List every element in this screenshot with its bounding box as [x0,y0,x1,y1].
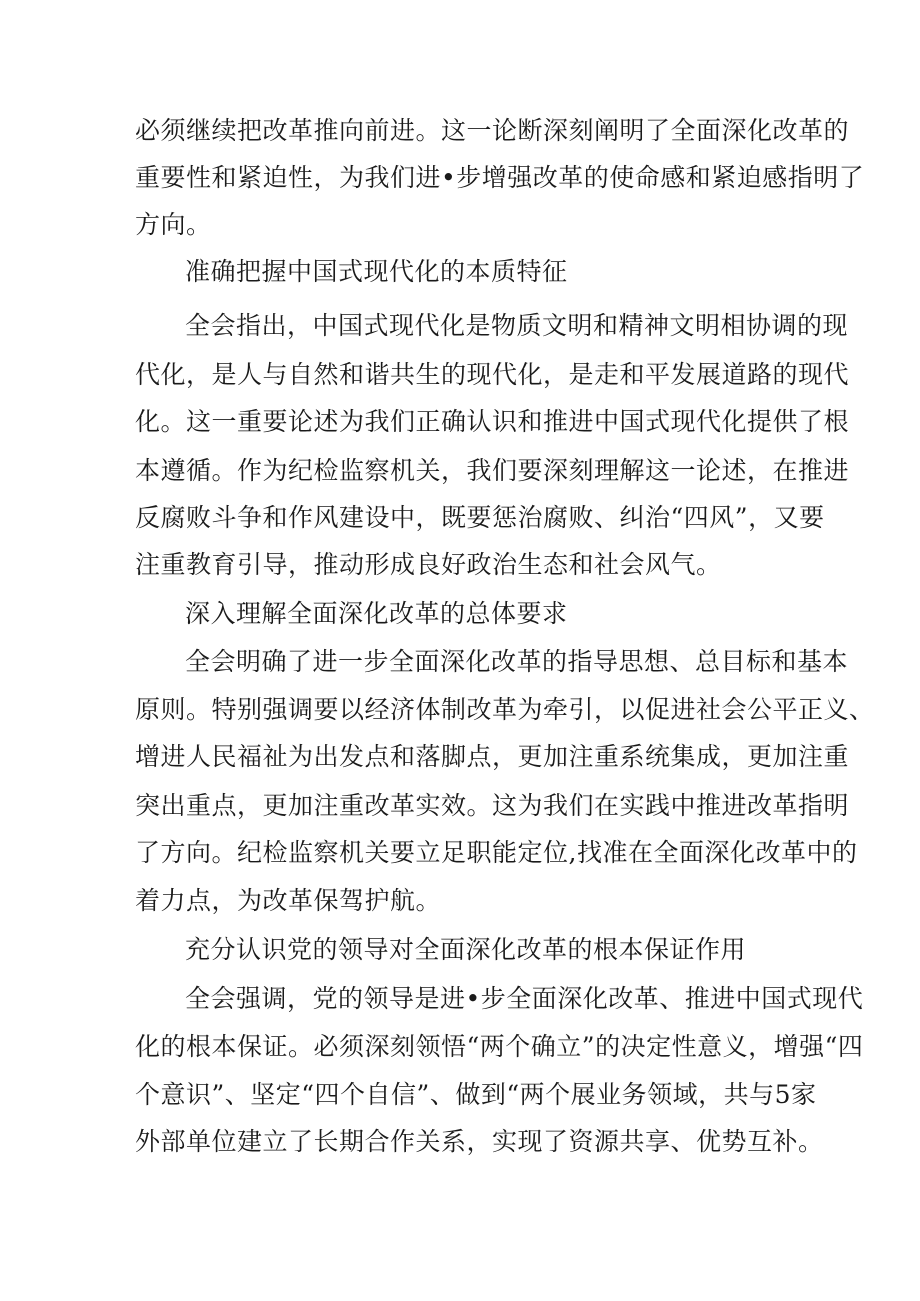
text-line: 全会明确了进一步全面深化改革的指导思想、总目标和基本 [185,647,849,676]
text-line: 反腐败斗争和作风建设中，既要惩治腐败、纠治“四风”，又要 [135,503,825,532]
text-line: 增进人民福祉为出发点和落脚点，更加注重系统集成，更加注重 [135,742,850,771]
text-line: 化。这一重要论述为我们正确认识和推进中国式现代化提供了根 [135,407,850,436]
section-heading: 充分认识党的领导对全面深化改革的根本保证作用 [185,935,747,964]
text-line: 突出重点，更加注重改革实效。这为我们在实践中推进改革指明 [135,791,850,820]
text-line: 了方向。纪检监察机关要立足职能定位,找准在全面深化改革中的 [135,838,858,867]
text-line: 注重教育引导，推动形成良好政治生态和社会风气。 [135,550,722,579]
text-line: 代化，是人与自然和谐共生的现代化，是走和平发展道路的现代 [135,360,850,389]
text-line: 全会强调，党的领导是进•步全面深化改革、推进中国式现代 [185,984,864,1013]
text-line: 化的根本保证。必须深刻领悟“两个确立”的决定性意义，增强“四 [135,1032,864,1061]
text-line: 外部单位建立了长期合作关系，实现了资源共享、优势互补。 [135,1127,824,1156]
text-line: 原则。特别强调要以经济体制改革为牵引，以促进社会公平正义、 [135,695,875,724]
text-line: 重要性和紧迫性，为我们进•步增强改革的使命感和紧迫感指明了 [135,163,865,192]
text-line: 本遵循。作为纪检监察机关，我们要深刻理解这一论述，在推进 [135,456,850,485]
text-line: 方向。 [135,210,212,239]
text-line: 必须继续把改革推向前进。这一论断深刻阐明了全面深化改革的 [135,116,850,145]
text-line: 个意识”、坚定“四个自信”、做到“两个展业务领域，共与5家 [135,1080,817,1109]
section-heading: 准确把握中国式现代化的本质特征 [185,257,568,286]
section-heading: 深入理解全面深化改革的总体要求 [185,599,568,628]
text-line: 着力点，为改革保驾护航。 [135,886,442,915]
text-line: 全会指出，中国式现代化是物质文明和精神文明相协调的现 [185,311,849,340]
